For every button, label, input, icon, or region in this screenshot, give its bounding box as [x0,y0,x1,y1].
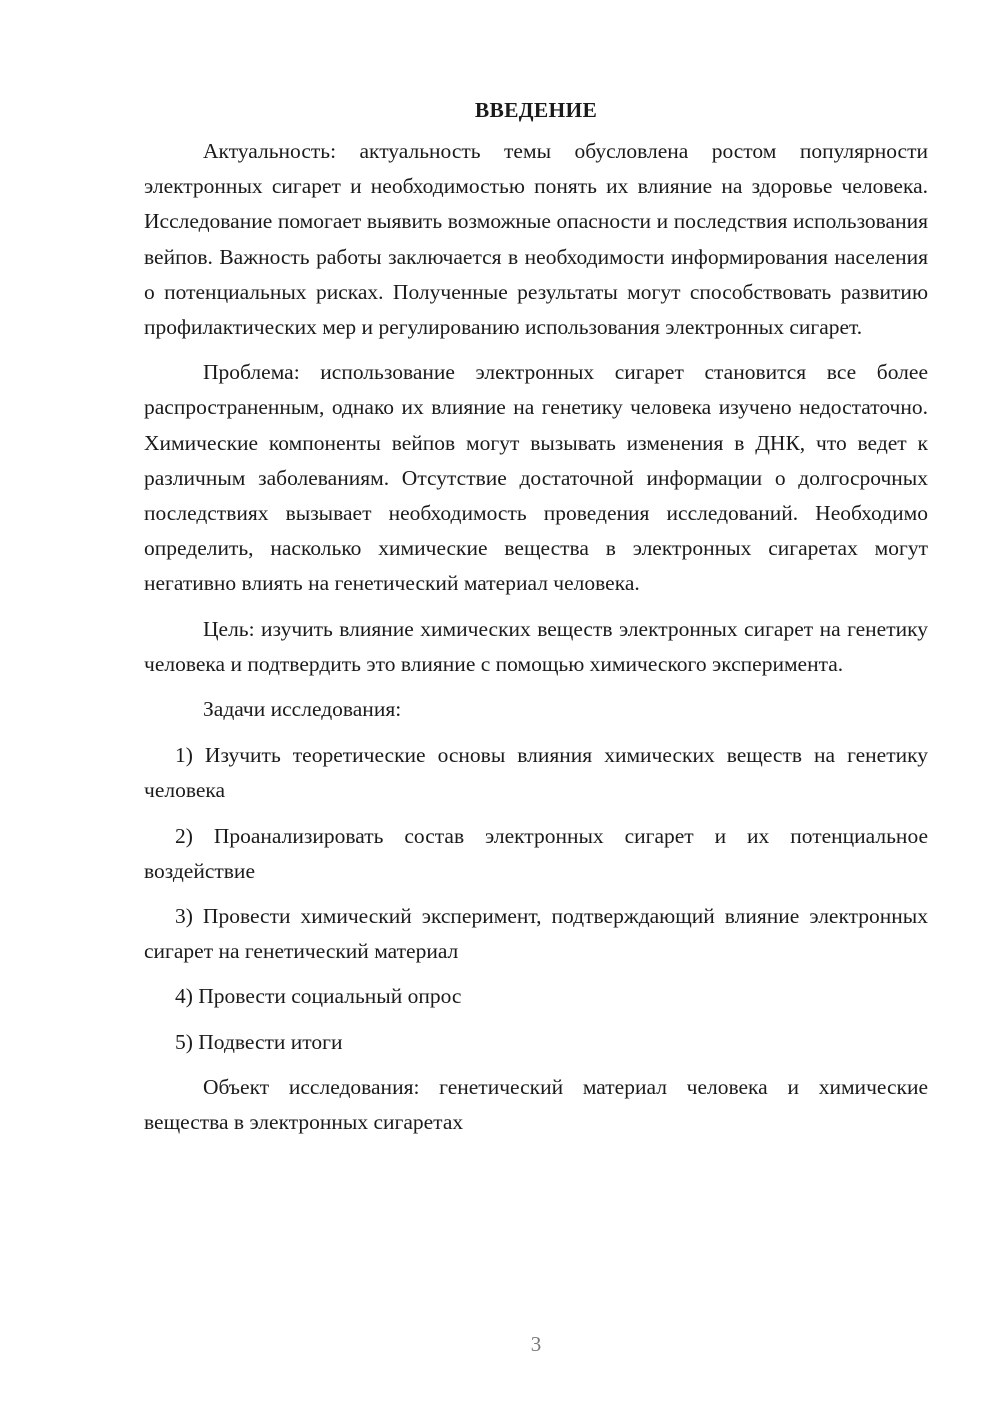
section-title: ВВЕДЕНИЕ [474,98,598,122]
task-item: 5) Подвести итоги [175,1029,343,1054]
tasks-heading: Задачи исследования: [203,697,402,722]
task-item: 1) Изучить теоретические основы влияния химических веществ на генетику человека [144,743,928,803]
document-page [144,92,928,1140]
page-number: 3 [530,1332,542,1356]
task-item: 4) Провести социальный опрос [175,984,462,1009]
task-item: 3) Провести химический эксперимент, подтверждающий влияние электронных сигарет на генетический материал [144,904,928,964]
relevance-paragraph: Актуальность: актуальность темы обусловлена ростом популярности электронных сигарет и необходимостью понять их влияние на здоровье человека. Исследование помогает выявить возможные опасности и последствия использования вейпов. Важность работы заключается в необходимости информирования населения о потенциальных рисках. Полученные результаты могут способствовать развитию профилактических мер и регулированию использования электронных сигарет. [144,139,928,340]
problem-paragraph: Проблема: использование электронных сигарет становится все более распространенным, однако их влияние на генетику человека изучено недостаточно. Химические компоненты вейпов могут вызывать изменения в ДНК, что ведет к различным заболеваниям. Отсутствие достаточной информации о долгосрочных последствиях вызывает необходимость проведения исследований. Необходимо определить, насколько химические вещества в электронных сигаретах могут негативно влиять на генетический материал человека. [144,360,928,596]
task-item: 2) Проанализировать состав электронных сигарет и их потенциальное воздействие [144,823,928,883]
goal-paragraph: Цель: изучить влияние химических веществ электронных сигарет на генетику человека и подтвердить это влияние с помощью химического эксперимента. [144,616,928,676]
object-paragraph: Объект исследования: генетический материал человека и химические вещества в электронных сигаретах [144,1074,928,1135]
